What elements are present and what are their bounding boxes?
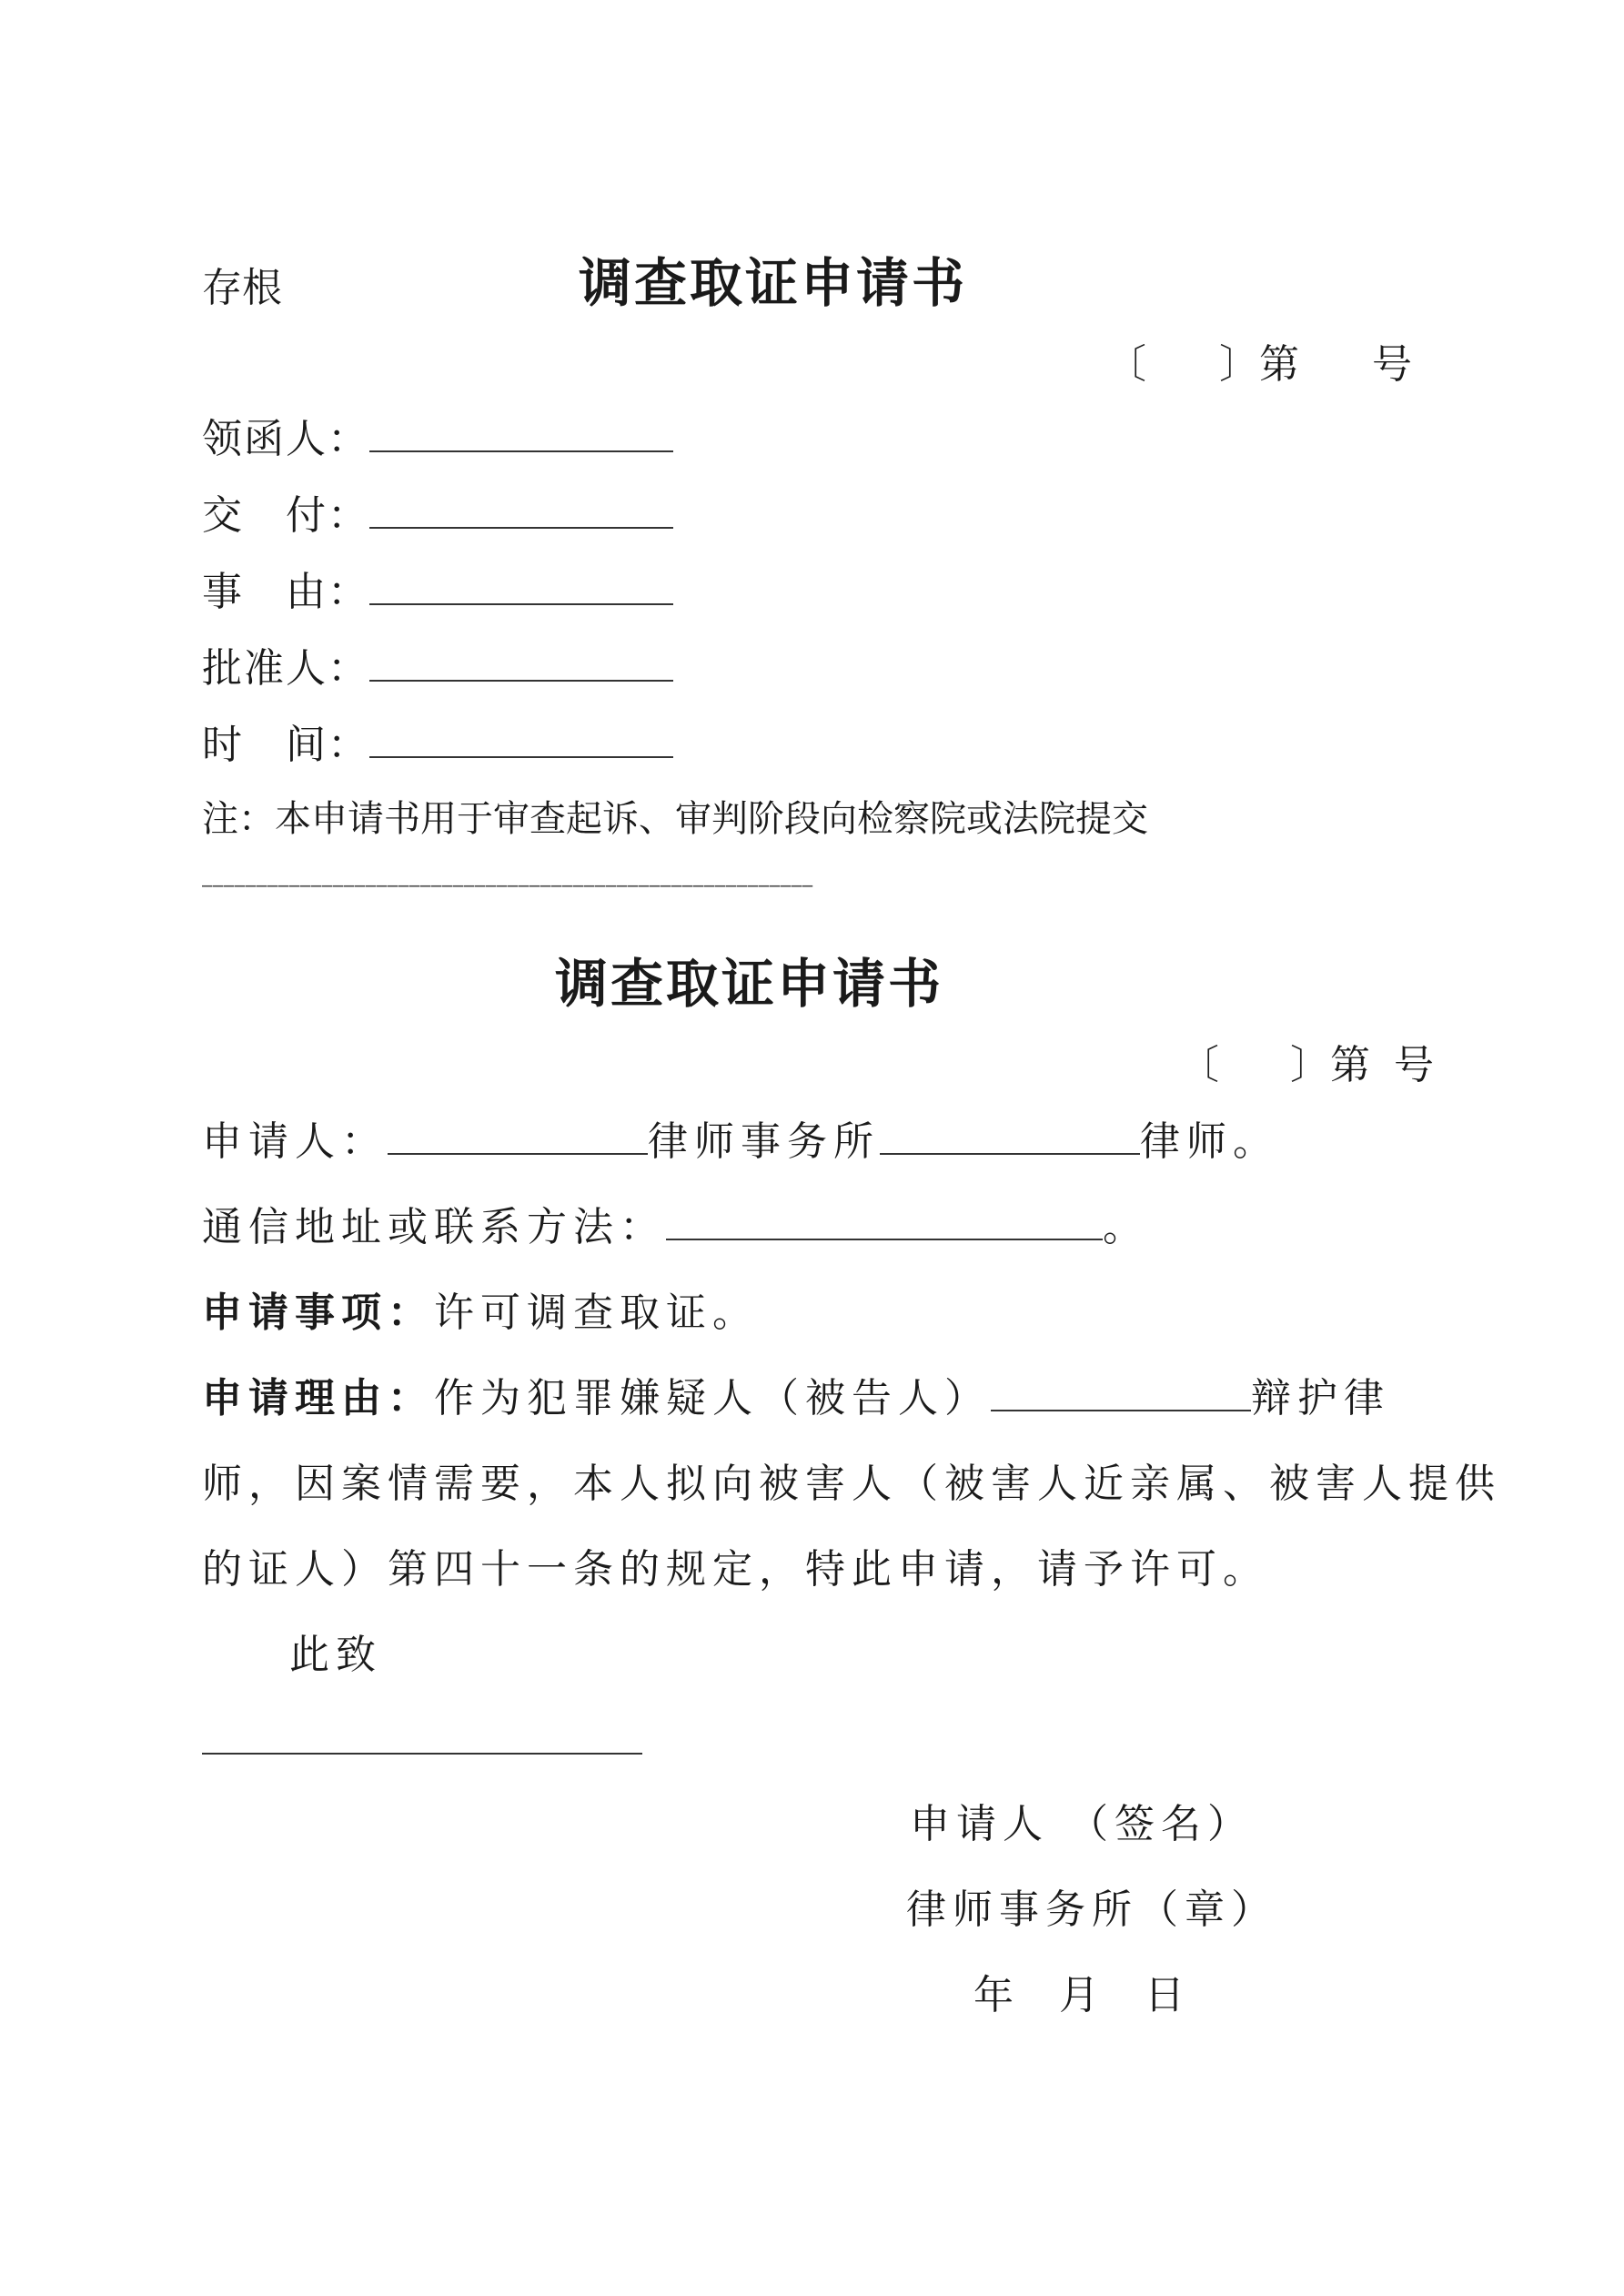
field-line[interactable] bbox=[369, 409, 673, 452]
number-suffix: 号 bbox=[1394, 1042, 1434, 1088]
seal-label: 律师事务所（章） bbox=[906, 1886, 1277, 1933]
reason-row-3: 的证人）第四十一条的规定，特此申请，请予许可。 bbox=[202, 1546, 1269, 1593]
field-label: 时 间： bbox=[202, 722, 369, 768]
firm-name-line[interactable] bbox=[880, 1111, 1140, 1155]
reason-row-1 bbox=[202, 1365, 1390, 1423]
stub-tag: 存根 bbox=[202, 265, 282, 311]
field-label: 批准人： bbox=[202, 645, 369, 692]
matter-row bbox=[202, 1279, 759, 1338]
number-close-bracket: 〕第 bbox=[1219, 341, 1299, 388]
stub-number bbox=[1106, 331, 1412, 389]
stub-title: 调查取证申请书 bbox=[579, 252, 968, 314]
form-title: 调查取证申请书 bbox=[555, 953, 944, 1015]
matter-text: 许可调查取证。 bbox=[434, 1290, 759, 1336]
contact-row bbox=[202, 1194, 1149, 1252]
signature-label: 申请人 （签名） bbox=[910, 1801, 1254, 1847]
stub-field-approver bbox=[202, 635, 673, 693]
contact-end: 。 bbox=[1103, 1204, 1149, 1250]
number-close-bracket: 〕第 bbox=[1290, 1042, 1370, 1088]
field-label: 领函人： bbox=[202, 416, 369, 462]
stub-field-receiver bbox=[202, 406, 673, 464]
field-line[interactable] bbox=[369, 485, 673, 529]
field-label: 交 付： bbox=[202, 492, 369, 539]
reason-row-2: 师，因案情需要，本人拟向被害人（被害人近亲属、被害人提供 bbox=[202, 1461, 1501, 1507]
number-open-bracket: 〔 bbox=[1179, 1042, 1219, 1088]
lawyer-label: 律师。 bbox=[1140, 1118, 1279, 1165]
reason-label: 申请理由： bbox=[202, 1375, 434, 1421]
field-line[interactable] bbox=[369, 714, 673, 758]
date-label: 年 月 日 bbox=[973, 1972, 1201, 2018]
reason-text-1: 作为犯罪嫌疑人（被告人） bbox=[434, 1375, 991, 1421]
applicant-name-line[interactable] bbox=[388, 1111, 648, 1155]
firm-label: 律师事务所 bbox=[648, 1118, 880, 1165]
recipient-line[interactable] bbox=[202, 1711, 642, 1755]
salutation: 此致 bbox=[289, 1632, 382, 1678]
stub-field-time bbox=[202, 712, 673, 770]
number-open-bracket: 〔 bbox=[1106, 341, 1146, 388]
stub-field-reason bbox=[202, 559, 673, 617]
applicant-label: 申请人： bbox=[202, 1118, 388, 1165]
contact-label: 通信地址或联系方法： bbox=[202, 1204, 666, 1250]
form-number bbox=[1179, 1032, 1434, 1090]
matter-label: 申请事项： bbox=[202, 1290, 434, 1336]
defendant-name-line[interactable] bbox=[991, 1368, 1251, 1411]
cut-separator: ________________________________________________________ bbox=[202, 865, 813, 887]
stub-note: 注：本申请书用于审查起诉、审判阶段向检察院或法院提交 bbox=[202, 798, 1148, 840]
applicant-row bbox=[202, 1108, 1279, 1167]
reason-text-1-end: 辩护律 bbox=[1251, 1375, 1390, 1421]
field-line[interactable] bbox=[369, 638, 673, 682]
stub-field-delivery bbox=[202, 482, 673, 541]
number-suffix: 号 bbox=[1372, 341, 1412, 388]
field-line[interactable] bbox=[369, 561, 673, 605]
contact-line[interactable] bbox=[666, 1197, 1103, 1240]
field-label: 事 由： bbox=[202, 569, 369, 615]
